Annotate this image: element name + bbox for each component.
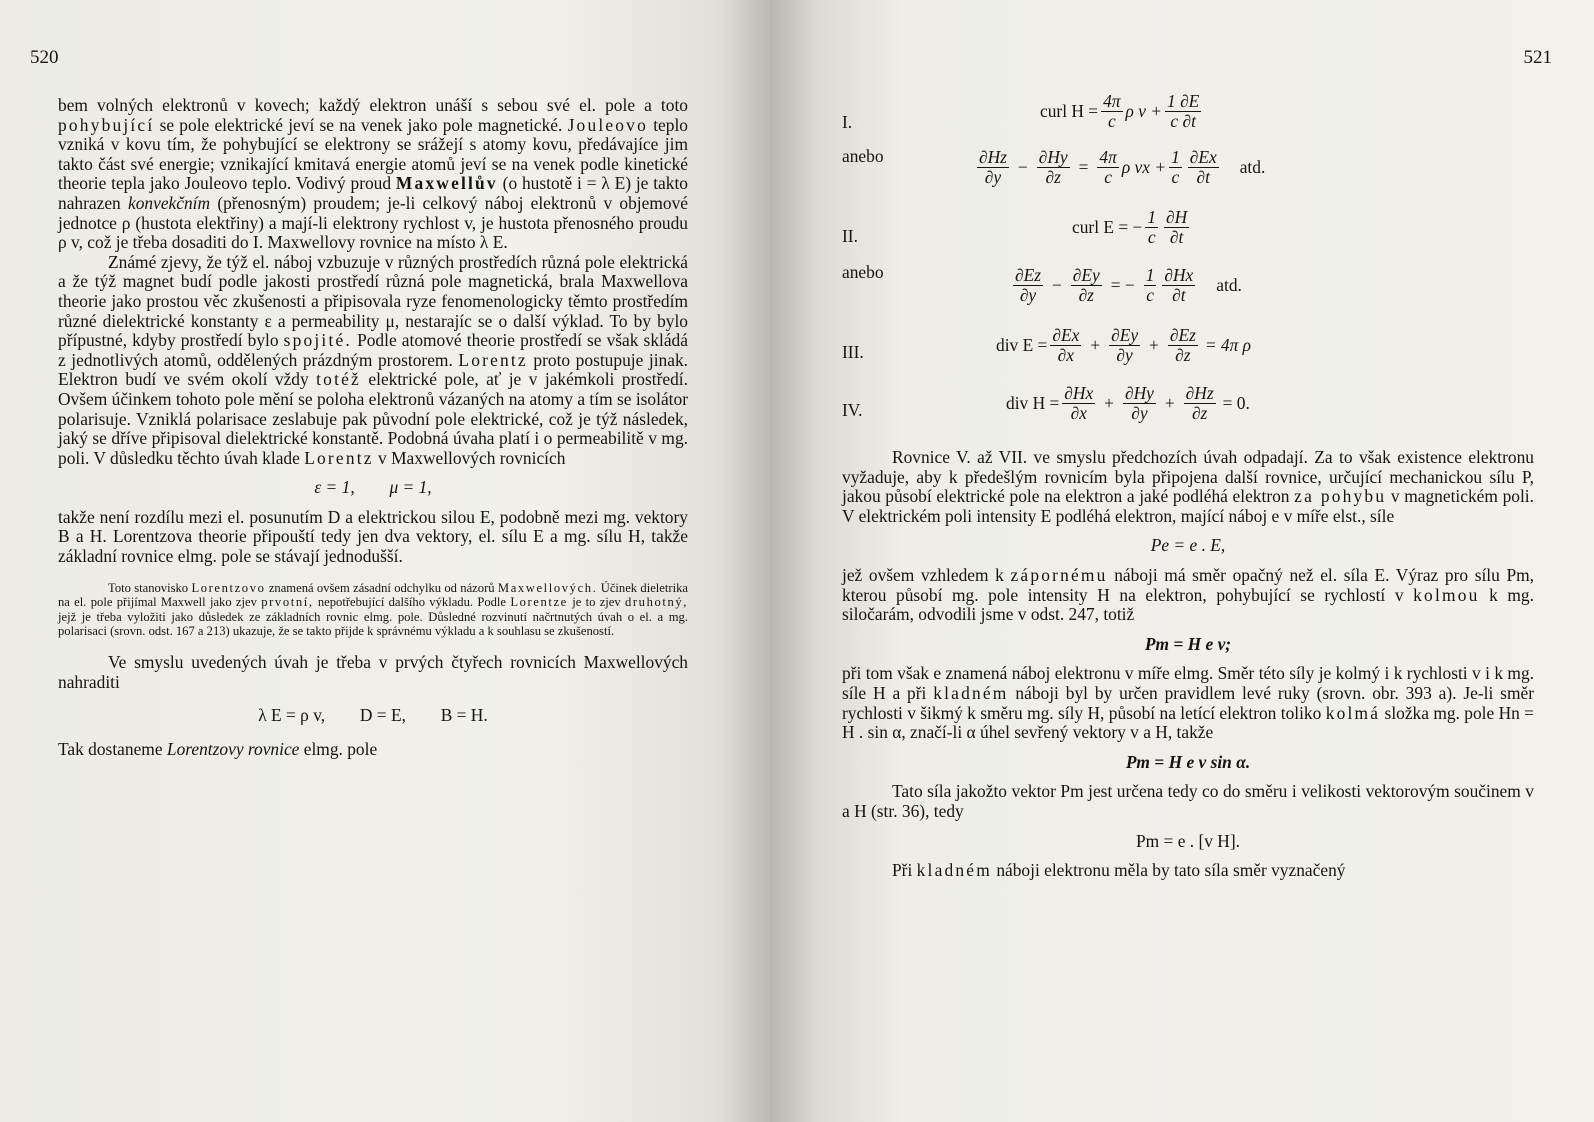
paragraph-r5: Při kladném náboji elektronu měla by tato síla směr vyznačený bbox=[892, 860, 1346, 881]
fraction: $\frac{1 \partial E}{c \partial t}$ bbox=[1167, 91, 1200, 131]
equation-III: div E = $\frac{\partial Ex}{\partial x}$ + $\frac{\partial Ey}{\partial y}$ + $\frac{\partial Ez}{\partial z}$ = 4π ρ bbox=[996, 325, 1252, 365]
label-anebo-2: anebo bbox=[842, 262, 884, 282]
page-number-left: 520 bbox=[30, 47, 59, 68]
equation-pm-sin: Pm = H e v sin α. bbox=[1125, 751, 1251, 772]
paragraph-3: takže není rozdílu mezi el. posunutím D a elektrickou silou E, podobně mezi mg. vektory B a H. Lorentzova theorie připouští tedy jen dva vektory, el. sílu E a mg. sílu H, takže základní rovnice elmg. pole se stávají jednodušší. bbox=[58, 506, 688, 567]
paragraph-r2: jež ovšem vzhledem k zápornému náboji má směr opačný než el. síla E. Výraz pro sílu Pm, kterou působí mg. pole intensity H na elektron, pohybující se rychlostí v kolmou k mg. siločarám, odvodili jsme v odst. 247, totiž bbox=[842, 564, 1535, 625]
paragraph-4: Ve smyslu uvedených úvah je třeba v prvých čtyřech rovnicích Maxwellových nahraditi bbox=[58, 652, 688, 692]
equation-eps-mu: ε = 1, μ = 1, bbox=[314, 477, 432, 498]
page-number-right: 521 bbox=[1523, 47, 1552, 68]
footnote: Toto stanovisko Lorentzovo znamená ovšem zásadní odchylku od názorů Maxwellových. Účinek dieletrika na el. pole přijímal Maxwell jako zjev prvotní, nepotřebující dalšího výkladu. Podle Lorentze je to zjev druhotný, jejž je třeba vyložiti jako důsledek ze základních rovnic elmg. pole. Důsledné rozvinutí načrtnutých úvah o el. a mg. polarisaci (srovn. odst. 167 a 213) ukazuje, že se takto přijde k správnému výkladu a k souhlasu se zkušeností. bbox=[58, 580, 689, 639]
fraction: $\frac{4\pi}{c}$ bbox=[1103, 91, 1121, 131]
equation-cross-product: Pm = e . [v H]. bbox=[1136, 830, 1240, 851]
label-anebo-1: anebo bbox=[842, 146, 884, 166]
right-page-text bbox=[842, 448, 1534, 881]
paragraph-1: bem volných elektronů v kovech; každý elektron unáší s sebou své el. pole a toto pohybující se pole elektrické jeví se na venek jako pole magnetické. Jouleovo teplo vzniká v kovu tím, že pohybující se elektrony se srážejí s atomy kovu, předávajíce jim takto část své energie; vznikající kmitavá energie atomů jeví se na venek podle kinetické theorie tepla jako Jouleovo teplo. Vodivý proud Maxwellův (o hustotě i = λ E) je takto nahrazen konvekčním (přenosným) proudem; je-li celkový náboj elektronů v objemové jednotce ρ (hustota elektřiny) a mají-li elektrony rychlost v, je hustota přenosného proudu ρ v, což je třeba dosaditi do I. Maxwellovy rovnice na místo λ E. bbox=[58, 95, 688, 253]
label-III: III. bbox=[842, 342, 864, 362]
paragraph-5: Tak dostaneme Lorentzovy rovnice elmg. pole bbox=[58, 738, 378, 759]
label-IV: IV. bbox=[842, 400, 863, 420]
label-I: I. bbox=[842, 112, 853, 132]
left-page-text bbox=[58, 96, 688, 759]
equation-substitution: λ E = ρ v, D = E, B = H. bbox=[258, 705, 488, 726]
label-II: II. bbox=[842, 226, 858, 246]
equation-I-components: $\frac{\partial Hz}{\partial y}$ − $\frac{\partial Hy}{\partial z}$ = $\frac{4\pi}{c}$ ρ vx + $\frac{1}{c}$ $\frac{\partial Ex}{\partial t}$ atd. bbox=[979, 147, 1266, 187]
equation-I: curl H = $\frac{4\pi}{c}$ ρ v + $\frac{1 \partial E}{c \partial t}$ bbox=[1040, 91, 1200, 131]
paragraph-2: Známé zjevy, že týž el. náboj vzbuzuje v různých prostředích různá pole elektrická a že týž magnet budí podle jakosti prostředí různá pole magnetická, brala Maxwellova theorie jako prostou věc zkušenosti a připisovala ryze fenomenologicky těmto prostředím různé dielektrické konstanty ε a permeability μ, nestarajíc se o další výklad. To by bylo přípustné, kdyby prostředí bylo spojité. Podle atomové theorie prostředí se však skládá z jednotlivých atomů, oddělených prázdným prostorem. Lorentz proto postupuje jinak. Elektron budí ve svém okolí vždy totéž elektrické pole, ať je v jakémkoli prostředí. Ovšem účinkem tohoto pole mění se poloha elektronů vázaných na atomy a tím se isolátor polarisuje. Vzniklá polarisace zeslabuje pak původní pole elektrické, což je týž následek, jaký se dříve připisoval dielektrické konstantě. Podobná úvaha platí i o permeabilitě v mg. poli. V důsledku těchto úvah klade Lorentz v Maxwellových rovnicích bbox=[58, 251, 688, 468]
paragraph-r4: Tato síla jakožto vektor Pm jest určena tedy co do směru i velikosti vektorovým součinem v a H (str. 36), tedy bbox=[842, 781, 1534, 821]
equation-II-components: $\frac{\partial Ez}{\partial y}$ − $\frac{\partial Ey}{\partial z}$ = − $\frac{1}{c}$ $\frac{\partial Hx}{\partial t}$ atd. bbox=[1015, 265, 1242, 305]
left-page bbox=[0, 0, 770, 1122]
paragraph-r3: při tom však e znamená náboj elektronu v míře elmg. Směr této síly je kolmý i k rychlosti v i k mg. síle H a při kladném náboji byl by určen pravidlem levé ruky (srovn. obr. 393 a). Je-li směr rychlosti v šikmý k směru mg. síly H, působí na letící elektron toliko kolmá složka mg. pole Hn = H . sin α, značí-li α úhel sevřený vektory v a H, takže bbox=[842, 663, 1534, 743]
equation-pe: Pe = e . E, bbox=[1150, 535, 1226, 556]
right-page bbox=[770, 0, 1594, 1122]
equation-II: curl E = − $\frac{1}{c}$ $\frac{\partial H}{\partial t}$ bbox=[1072, 207, 1188, 247]
equation-IV: div H = $\frac{\partial Hx}{\partial x}$ + $\frac{\partial Hy}{\partial y}$ + $\frac{\partial Hz}{\partial z}$ = 0. bbox=[1006, 383, 1250, 423]
equation-pm: Pm = H e v; bbox=[1144, 633, 1232, 654]
paragraph-r1: Rovnice V. až VII. ve smyslu předchozích úvah odpadají. Za to však existence elektronu vyžaduje, aby k předešlým rovnicím byla připojena další rovnice, určující mechanickou sílu P, jakou působí elektrické pole na elektron a jaké podléhá elektron za pohybu v magnetickém poli. V elektrickém poli intensity E podléhá elektron, mající náboj e v míře elst., síle bbox=[842, 447, 1534, 526]
